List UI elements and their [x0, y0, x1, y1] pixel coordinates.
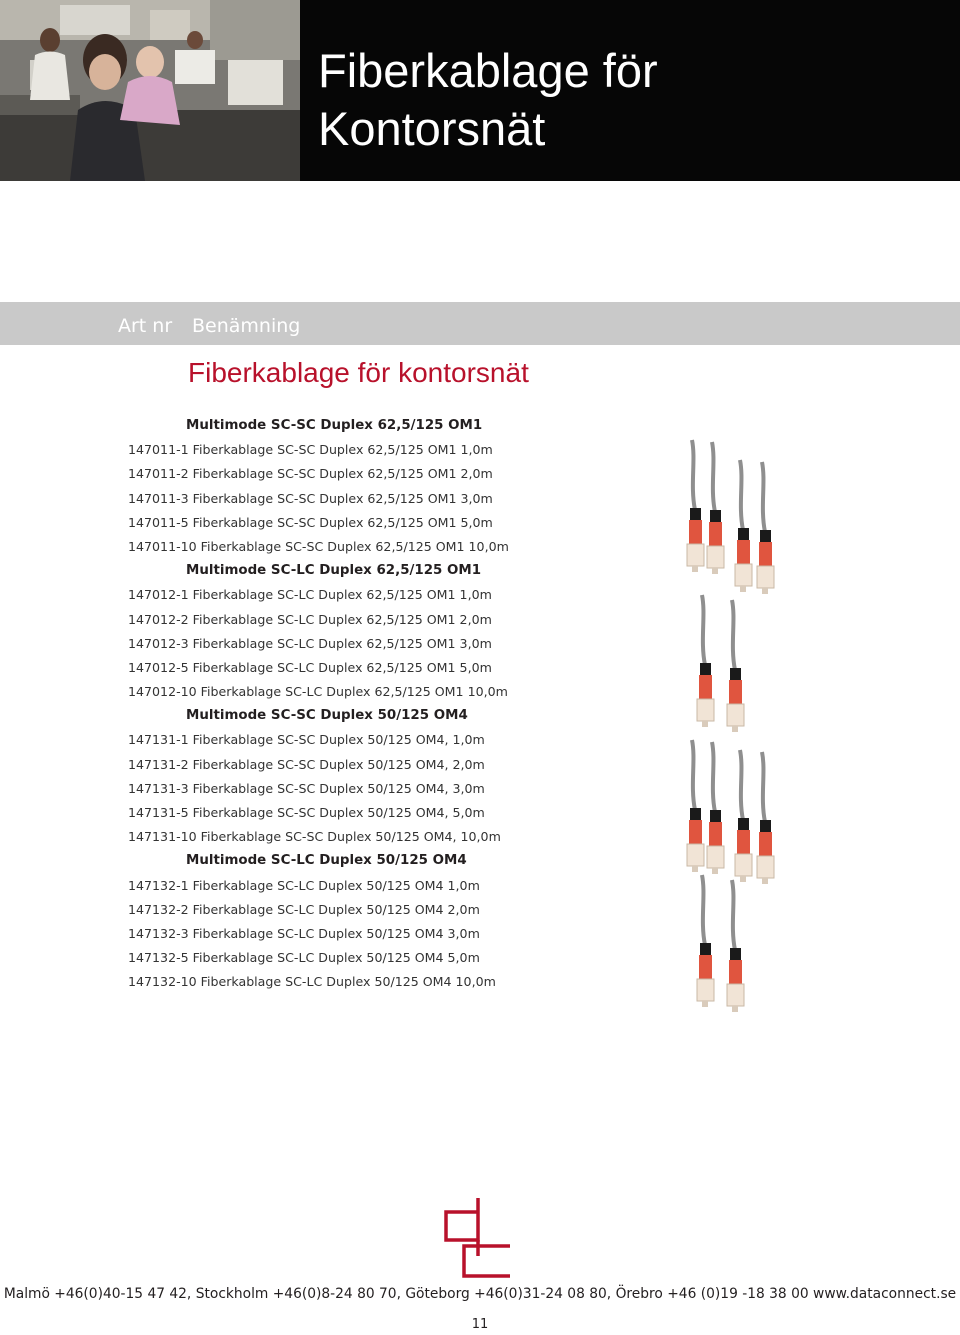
column-header-bar: [0, 302, 960, 345]
list-item: [128, 511, 608, 535]
list-item: [128, 438, 608, 462]
art-number: 147132-1: [128, 877, 189, 893]
item-name: Fiberkablage SC-SC Duplex 50/125 OM4, 2,0m: [192, 756, 485, 772]
list-item: [128, 535, 608, 559]
list-item: [128, 898, 608, 922]
item-name: Fiberkablage SC-SC Duplex 50/125 OM4, 3,0m: [192, 780, 485, 796]
list-item: [128, 632, 608, 656]
art-number: 147132-10: [128, 974, 197, 990]
item-name: Fiberkablage SC-LC Duplex 50/125 OM4 1,0m: [192, 877, 480, 893]
item-name: Fiberkablage SC-LC Duplex 62,5/125 OM1 2,0m: [192, 611, 492, 627]
list-item: [128, 874, 608, 898]
item-name: Fiberkablage SC-SC Duplex 62,5/125 OM1 2,0m: [192, 466, 493, 482]
art-number: 147011-1: [128, 442, 189, 458]
product-group: [128, 414, 608, 559]
list-item: [128, 728, 608, 752]
art-number: 147012-1: [128, 587, 189, 603]
list-item: [128, 608, 608, 632]
art-number: 147011-10: [128, 538, 197, 554]
art-number: 147132-5: [128, 950, 189, 966]
item-name: Fiberkablage SC-SC Duplex 62,5/125 OM1 5,0m: [192, 514, 493, 530]
art-number: 147131-10: [128, 829, 197, 845]
item-name: Fiberkablage SC-LC Duplex 50/125 OM4 10,0m: [200, 974, 496, 990]
product-list: [128, 414, 608, 995]
sc-sc-om4-cable-image: [687, 740, 774, 884]
list-item: [128, 970, 608, 994]
art-number: 147131-1: [128, 732, 189, 748]
art-number: 147011-5: [128, 514, 189, 530]
item-name: Fiberkablage SC-LC Duplex 62,5/125 OM1 1,0m: [192, 587, 492, 603]
art-number: 147131-3: [128, 780, 189, 796]
group-title: Multimode SC-LC Duplex 62,5/125 OM1: [186, 563, 482, 579]
group-title: Multimode SC-SC Duplex 50/125 OM4: [186, 708, 468, 724]
art-number: 147131-2: [128, 756, 189, 772]
list-item: [128, 583, 608, 607]
list-item: [128, 801, 608, 825]
sc-lc-om4-cable-image: [697, 875, 744, 1012]
art-number: 147012-3: [128, 635, 189, 651]
dataconnect-logo: [440, 1196, 512, 1278]
item-name: Fiberkablage SC-LC Duplex 62,5/125 OM1 10,0m: [200, 684, 508, 700]
page-header: [0, 0, 960, 181]
item-name: Fiberkablage SC-LC Duplex 50/125 OM4 3,0m: [192, 925, 480, 941]
item-name: Fiberkablage SC-SC Duplex 50/125 OM4, 5,0m: [192, 805, 485, 820]
product-images: [640, 420, 810, 1020]
list-item: [128, 946, 608, 970]
item-name: Fiberkablage SC-LC Duplex 50/125 OM4 5,0m: [192, 950, 480, 966]
page-title: [318, 42, 938, 158]
item-name: Fiberkablage SC-LC Duplex 62,5/125 OM1 3,0m: [192, 635, 492, 651]
art-number: 147012-5: [128, 659, 189, 675]
list-item: [128, 922, 608, 946]
page-title-line-1: Fiberkablage för: [318, 44, 658, 97]
list-item: [128, 777, 608, 801]
product-group: [128, 704, 608, 849]
list-item: [128, 462, 608, 486]
product-group: [128, 849, 608, 994]
item-name: Fiberkablage SC-LC Duplex 50/125 OM4 2,0m: [192, 901, 480, 917]
product-group: [128, 559, 608, 704]
sc-sc-cable-image: [687, 440, 774, 594]
item-name: Fiberkablage SC-SC Duplex 50/125 OM4, 1,0m: [192, 732, 485, 748]
list-item: [128, 753, 608, 777]
group-title: Multimode SC-SC Duplex 62,5/125 OM1: [186, 418, 483, 433]
item-name: Fiberkablage SC-SC Duplex 62,5/125 OM1 1,0m: [192, 442, 493, 458]
sc-lc-cable-image: [697, 595, 744, 732]
art-number: 147012-2: [128, 611, 189, 627]
art-number: 147011-2: [128, 466, 189, 482]
list-item: [128, 656, 608, 680]
page-title-line-2: Kontorsnät: [318, 102, 546, 155]
group-title: Multimode SC-LC Duplex 50/125 OM4: [186, 853, 467, 869]
art-number: 147011-3: [128, 490, 189, 506]
item-name: Fiberkablage SC-SC Duplex 62,5/125 OM1 10,0m: [200, 538, 509, 554]
art-number: 147131-5: [128, 805, 189, 820]
column-benamning: Benämning: [192, 315, 301, 337]
footer-contact-info: Malmö +46(0)40-15 47 42, Stockholm +46(0)8-24 80 70, Göteborg +46(0)31-24 08 80, Örebro +46 (0)19 -18 38 00 www.dataconnect.se: [3, 1286, 957, 1302]
art-number: 147012-10: [128, 684, 197, 700]
item-name: Fiberkablage SC-LC Duplex 62,5/125 OM1 5,0m: [192, 659, 492, 675]
section-title: Fiberkablage för kontorsnät: [188, 357, 529, 388]
item-name: Fiberkablage SC-SC Duplex 50/125 OM4, 10,0m: [200, 829, 501, 845]
list-item: [128, 680, 608, 704]
art-number: 147132-2: [128, 901, 189, 917]
column-art-nr: Art nr: [118, 315, 173, 337]
art-number: 147132-3: [128, 925, 189, 941]
list-item: [128, 487, 608, 511]
item-name: Fiberkablage SC-SC Duplex 62,5/125 OM1 3,0m: [192, 490, 493, 506]
list-item: [128, 825, 608, 849]
office-photo: [0, 0, 300, 181]
page-number: 11: [471, 1317, 489, 1332]
